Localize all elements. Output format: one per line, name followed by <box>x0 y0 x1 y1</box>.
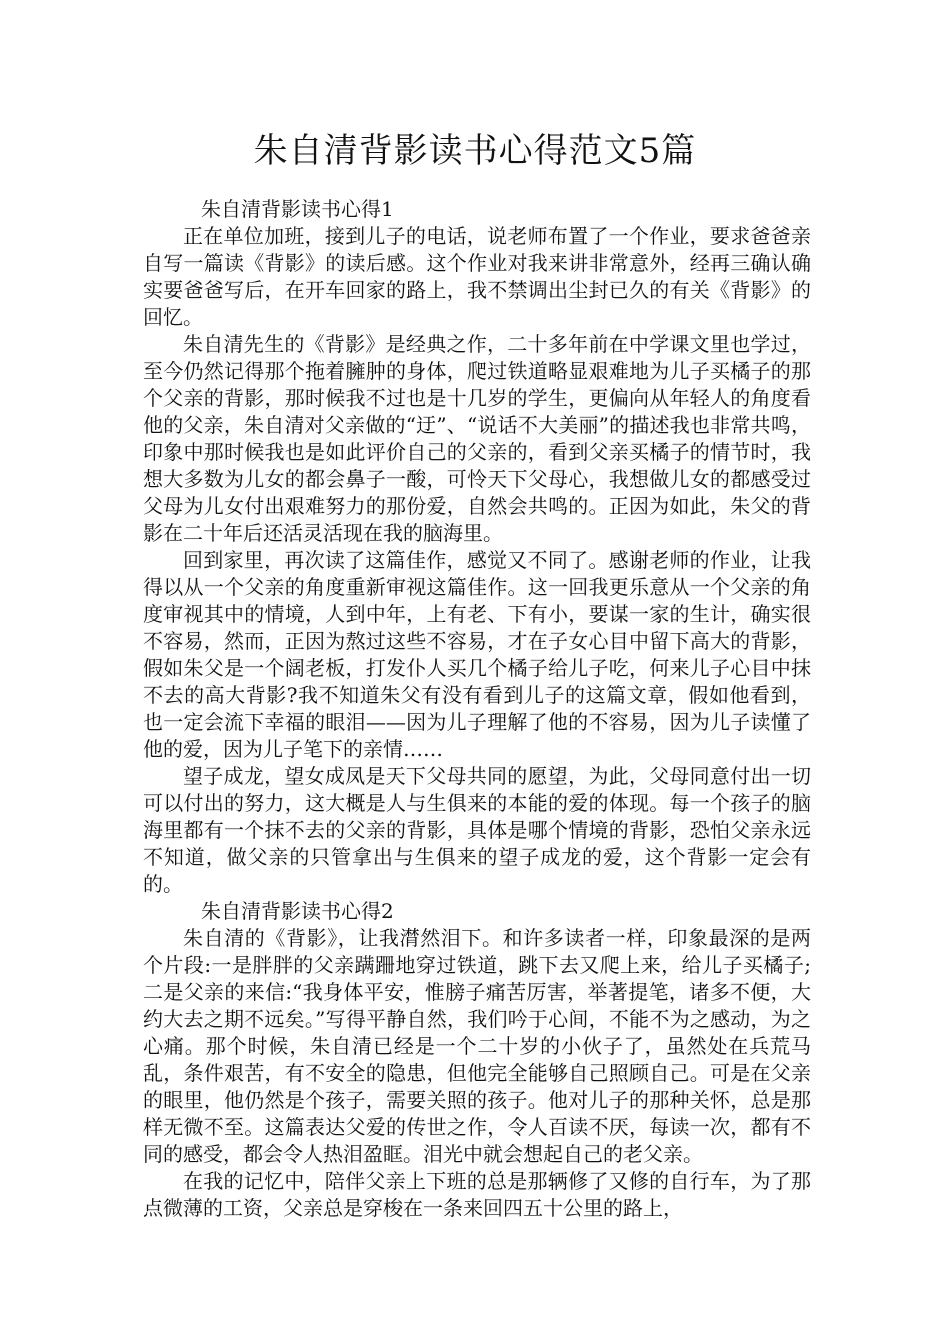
paragraph: 在我的记忆中，陪伴父亲上下班的总是那辆修了又修的自行车，为了那点微薄的工资，父亲总是穿梭在一条来回四五十公里的路上， <box>143 1169 811 1220</box>
paragraph: 望子成龙，望女成凤是天下父母共同的愿望，为此，父母同意付出一切可以付出的努力，这大概是人与生俱来的本能的爱的体现。每一个孩子的脑海里都有一个抹不去的父亲的背影，具体是哪个情境的背影，恐怕父亲永远不知道，做父亲的只管拿出与生俱来的望子成龙的爱，这个背影一定会有的。 <box>143 764 811 896</box>
paragraph: 回到家里，再次读了这篇佳作，感觉又不同了。感谢老师的作业，让我得以从一个父亲的角度重新审视这篇佳作。这一回我更乐意从一个父亲的角度审视其中的情境，人到中年，上有老、下有小，要谋一家的生计，确实很不容易，然而，正因为熬过这些不容易，才在子女心目中留下高大的背影，假如朱父是一个阔老板，打发仆人买几个橘子给儿子吃，何来儿子心目中抹不去的高大背影?我不知道朱父有没有看到儿子的这篇文章，假如他看到，也一定会流下幸福的眼泪——因为儿子理解了他的不容易，因为儿子读懂了他的爱，因为儿子笔下的亲情…… <box>143 548 811 761</box>
paragraph: 正在单位加班，接到儿子的电话，说老师布置了一个作业，要求爸爸亲自写一篇读《背影》的读后感。这个作业对我来讲非常意外，经再三确认确实要爸爸写后，在开车回家的路上，我不禁调出尘封已久的有关《背影》的回忆。 <box>143 224 811 329</box>
paragraph: 朱自清先生的《背影》是经典之作，二十多年前在中学课文里也学过，至今仍然记得那个拖着臃肿的身体，爬过铁道略显艰难地为儿子买橘子的那个父亲的背影，那时候我不过也是十几岁的学生，更偏向从年轻人的角度看他的父亲，朱自清对父亲做的“迂”、“说话不大美丽”的描述我也非常共鸣，印象中那时候我也是如此评价自己的父亲的，看到父亲买橘子的情节时，我想大多数为儿女的都会鼻子一酸，可怜天下父母心，我想做儿女的都感受过父母为儿女付出艰难努力的那份爱，自然会共鸣的。正因为如此，朱父的背影在二十年后还活灵活现在我的脑海里。 <box>143 332 811 545</box>
paragraph: 朱自清的《背影》，让我潸然泪下。和许多读者一样，印象最深的是两个片段:一是胖胖的父亲蹒跚地穿过铁道，跳下去又爬上来，给儿子买橘子;二是父亲的来信:“我身体平安，惟膀子痛苦厉害，举著提笔，诸多不便，大约大去之期不远矣。”写得平静自然，我们吟于心间，不能不为之感动，为之心痛。那个时候，朱自清已经是一个二十岁的小伙子了，虽然处在兵荒马乱，条件艰苦，有不安全的隐患，但他完全能够自己照顾自己。可是在父亲的眼里，他仍然是个孩子，需要关照的孩子。他对儿子的那种关怀，总是那样无微不至。这篇表达父爱的传世之作，令人百读不厌，每读一次，都有不同的感受，都会令人热泪盈眶。泪光中就会想起自己的老父亲。 <box>143 926 811 1166</box>
document-title: 朱自清背影读书心得范文5篇 <box>253 131 697 171</box>
section-heading: 朱自清背影读书心得1 <box>201 197 394 221</box>
section-heading: 朱自清背影读书心得2 <box>201 899 394 923</box>
document-body <box>143 196 811 1222</box>
